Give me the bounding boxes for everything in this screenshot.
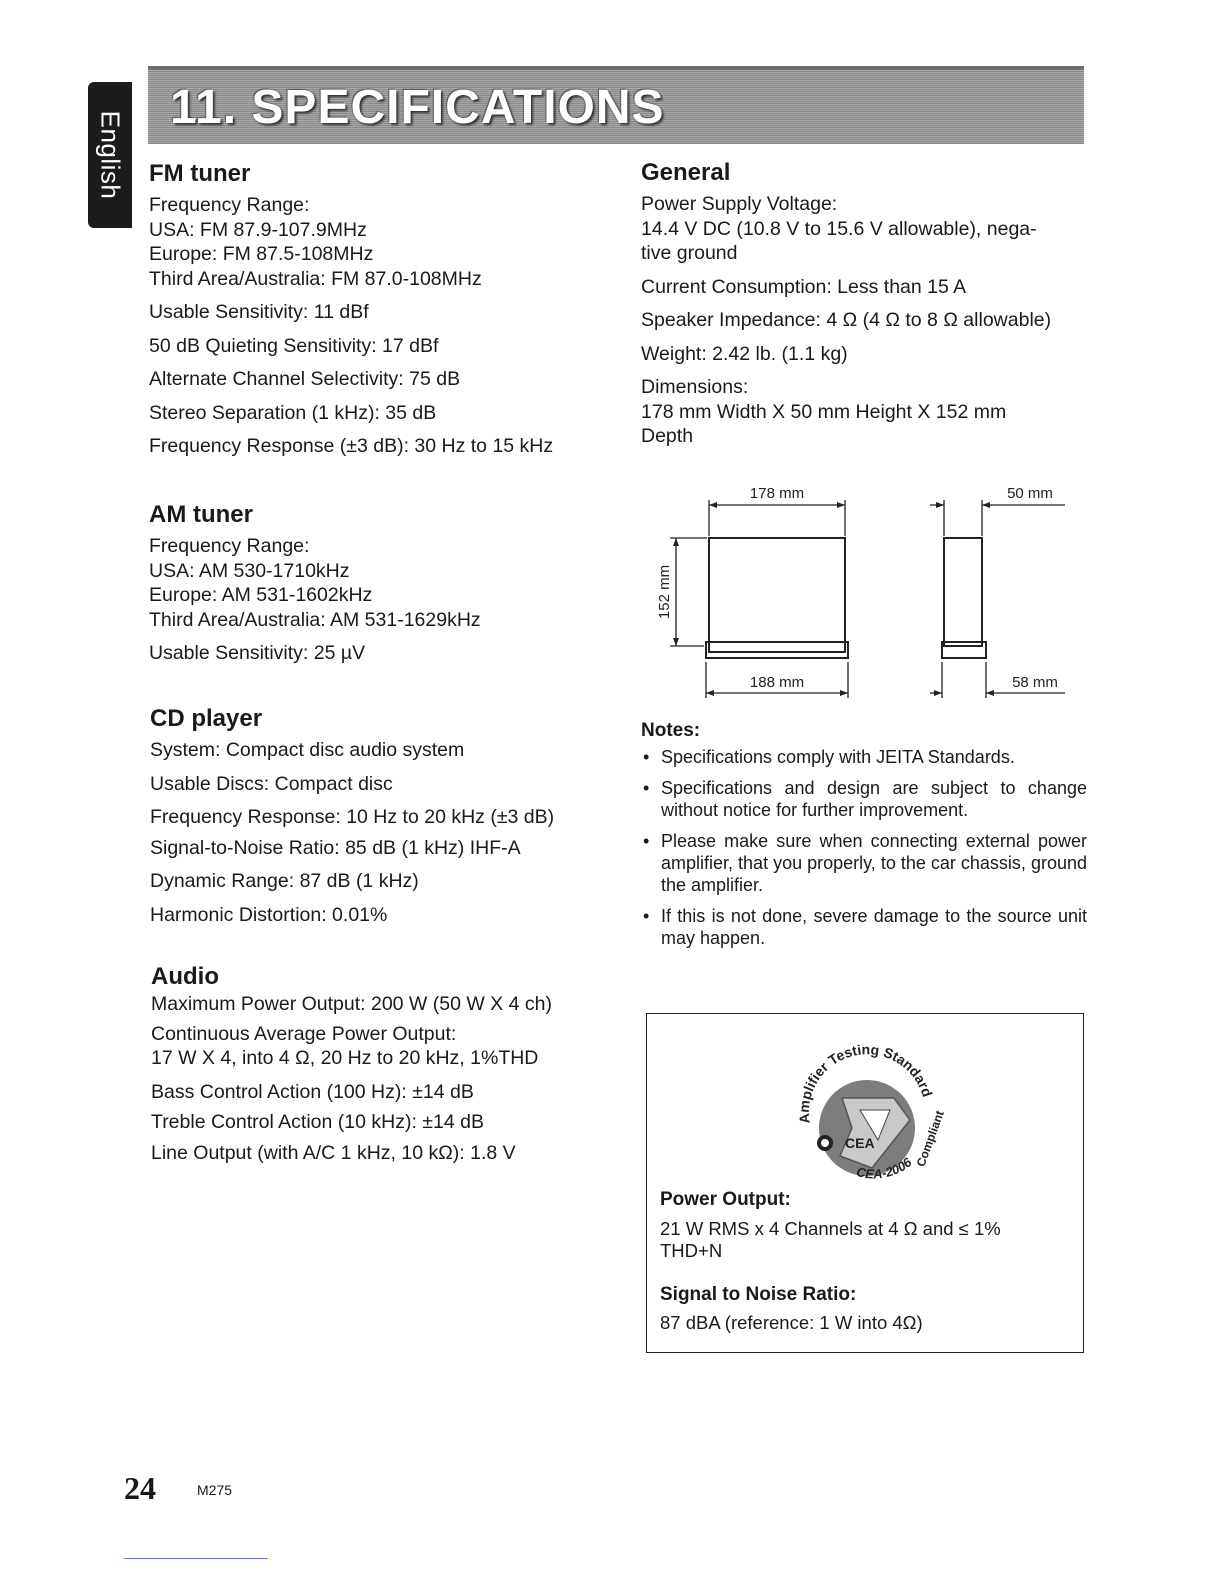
spec-line: 50 dB Quieting Sensitivity: 17 dBf (149, 334, 439, 357)
audio-heading: Audio (151, 963, 219, 990)
spec-line: Europe: FM 87.5-108MHz (149, 243, 374, 265)
spec-line: Weight: 2.42 lb. (1.1 kg) (641, 342, 848, 365)
page-number: 24 (124, 1470, 156, 1506)
spec-line: Stereo Separation (1 kHz): 35 dB (149, 401, 437, 424)
spec-line: Frequency Response (±3 dB): 30 Hz to 15 kHz (149, 435, 554, 457)
note-item: • Please make sure when connecting external power amplifier, that you properly, to the car chassis, ground the amplifier. (641, 830, 1087, 896)
am-tuner-section (149, 501, 609, 666)
general-heading: General (641, 159, 731, 186)
fm-tuner-heading: FM tuner (149, 160, 251, 187)
spec-line: Dimensions: (641, 376, 749, 398)
side-view-body (944, 538, 982, 646)
footer-rule (124, 1558, 267, 1559)
page-title: 11. SPECIFICATIONS (170, 81, 665, 134)
front-view-bezel (706, 642, 848, 658)
dim-depth-label: 152 mm (656, 564, 673, 620)
spec-line: Signal-to-Noise Ratio: 85 dB (1 kHz) IHF-A (150, 836, 521, 859)
front-view-body (709, 538, 845, 652)
cea-compliance-box (646, 1013, 1084, 1353)
spec-line: Alternate Channel Selectivity: 75 dB (149, 368, 461, 390)
spec-line: Third Area/Australia: AM 531-1629kHz (149, 608, 481, 631)
spec-line: Frequency Response: 10 Hz to 20 kHz (±3 dB) (150, 806, 555, 828)
spec-line: tive ground (641, 242, 738, 264)
title-banner (148, 66, 1084, 144)
spec-line: Frequency Range: (149, 535, 310, 557)
cea-logo-brand: CEA (845, 1135, 875, 1151)
am-tuner-heading: AM tuner (149, 501, 253, 528)
dimension-diagram (640, 478, 1080, 700)
spec-line: Treble Control Action (10 kHz): ±14 dB (151, 1111, 484, 1133)
cd-player-heading: CD player (150, 705, 263, 732)
spec-line: Frequency Range: (149, 194, 310, 216)
spec-line: Europe: AM 531-1602kHz (149, 584, 373, 606)
spec-line: 14.4 V DC (10.8 V to 15.6 V allowable), nega- (641, 217, 1037, 240)
spec-line: Third Area/Australia: FM 87.0-108MHz (149, 267, 482, 290)
side-view-bezel (942, 642, 986, 658)
spec-line: Depth (641, 425, 694, 447)
spec-line: Maximum Power Output: 200 W (50 W X 4 ch) (151, 993, 552, 1015)
dim-width-bottom-label: 188 mm (749, 674, 805, 691)
spec-line: USA: AM 530-1710kHz (149, 559, 350, 582)
spec-line: Dynamic Range: 87 dB (1 kHz) (150, 870, 419, 892)
snr-heading: Signal to Noise Ratio: (660, 1284, 857, 1305)
note-item: • Specifications and design are subject to change without notice for further improvement. (641, 777, 1087, 821)
language-tab-label: English (95, 110, 126, 200)
spec-line: Speaker Impedance: 4 Ω (4 Ω to 8 Ω allowable) (641, 309, 1052, 331)
cea-2006-logo (782, 1028, 952, 1198)
cea-logo-standard: CEA-2006 (854, 1154, 915, 1182)
cd-player-section (150, 705, 610, 927)
spec-line: Harmonic Distortion: 0.01% (150, 903, 388, 926)
fm-tuner-section (149, 160, 609, 459)
general-section (641, 159, 1081, 449)
language-tab (88, 82, 132, 228)
model-code: M275 (197, 1482, 233, 1498)
spec-line: Power Supply Voltage: (641, 193, 838, 215)
dim-height-top-label: 50 mm (1007, 485, 1053, 502)
cea-logo-compliant: Compliant (913, 1108, 947, 1169)
spec-line: Line Output (with A/C 1 kHz, 10 kΩ): 1.8 V (151, 1141, 516, 1164)
spec-line: System: Compact disc audio system (150, 739, 465, 761)
dim-height-bottom-label: 58 mm (1012, 674, 1058, 691)
snr-text: 87 dBA (reference: 1 W into 4Ω) (660, 1312, 923, 1333)
dim-width-top-label: 178 mm (749, 485, 805, 502)
power-output-text: 21 W RMS x 4 Channels at 4 Ω and ≤ 1% THD+N (660, 1218, 1001, 1261)
spec-line: 178 mm Width X 50 mm Height X 152 mm (641, 400, 1007, 423)
spec-line: Usable Sensitivity: 25 µV (149, 642, 366, 664)
note-item: • If this is not done, severe damage to the source unit may happen. (641, 905, 1087, 949)
spec-line: Continuous Average Power Output: (151, 1022, 457, 1045)
spec-line: Bass Control Action (100 Hz): ±14 dB (151, 1080, 474, 1103)
spec-line: USA: FM 87.9-107.9MHz (149, 218, 367, 241)
power-output-heading: Power Output: (660, 1189, 791, 1210)
spec-line: Usable Discs: Compact disc (150, 772, 393, 795)
spec-line: 17 W X 4, into 4 Ω, 20 Hz to 20 kHz, 1%THD (151, 1047, 539, 1069)
note-item: • Specifications comply with JEITA Standards. (641, 746, 1087, 768)
audio-section (151, 963, 611, 1165)
cea-logo-ring-text: Amplifier Testing Standard (795, 1041, 936, 1125)
spec-line: Current Consumption: Less than 15 A (641, 275, 967, 298)
notes-section (641, 720, 1087, 958)
spec-line: Usable Sensitivity: 11 dBf (149, 301, 369, 323)
notes-heading: Notes: (641, 720, 701, 741)
